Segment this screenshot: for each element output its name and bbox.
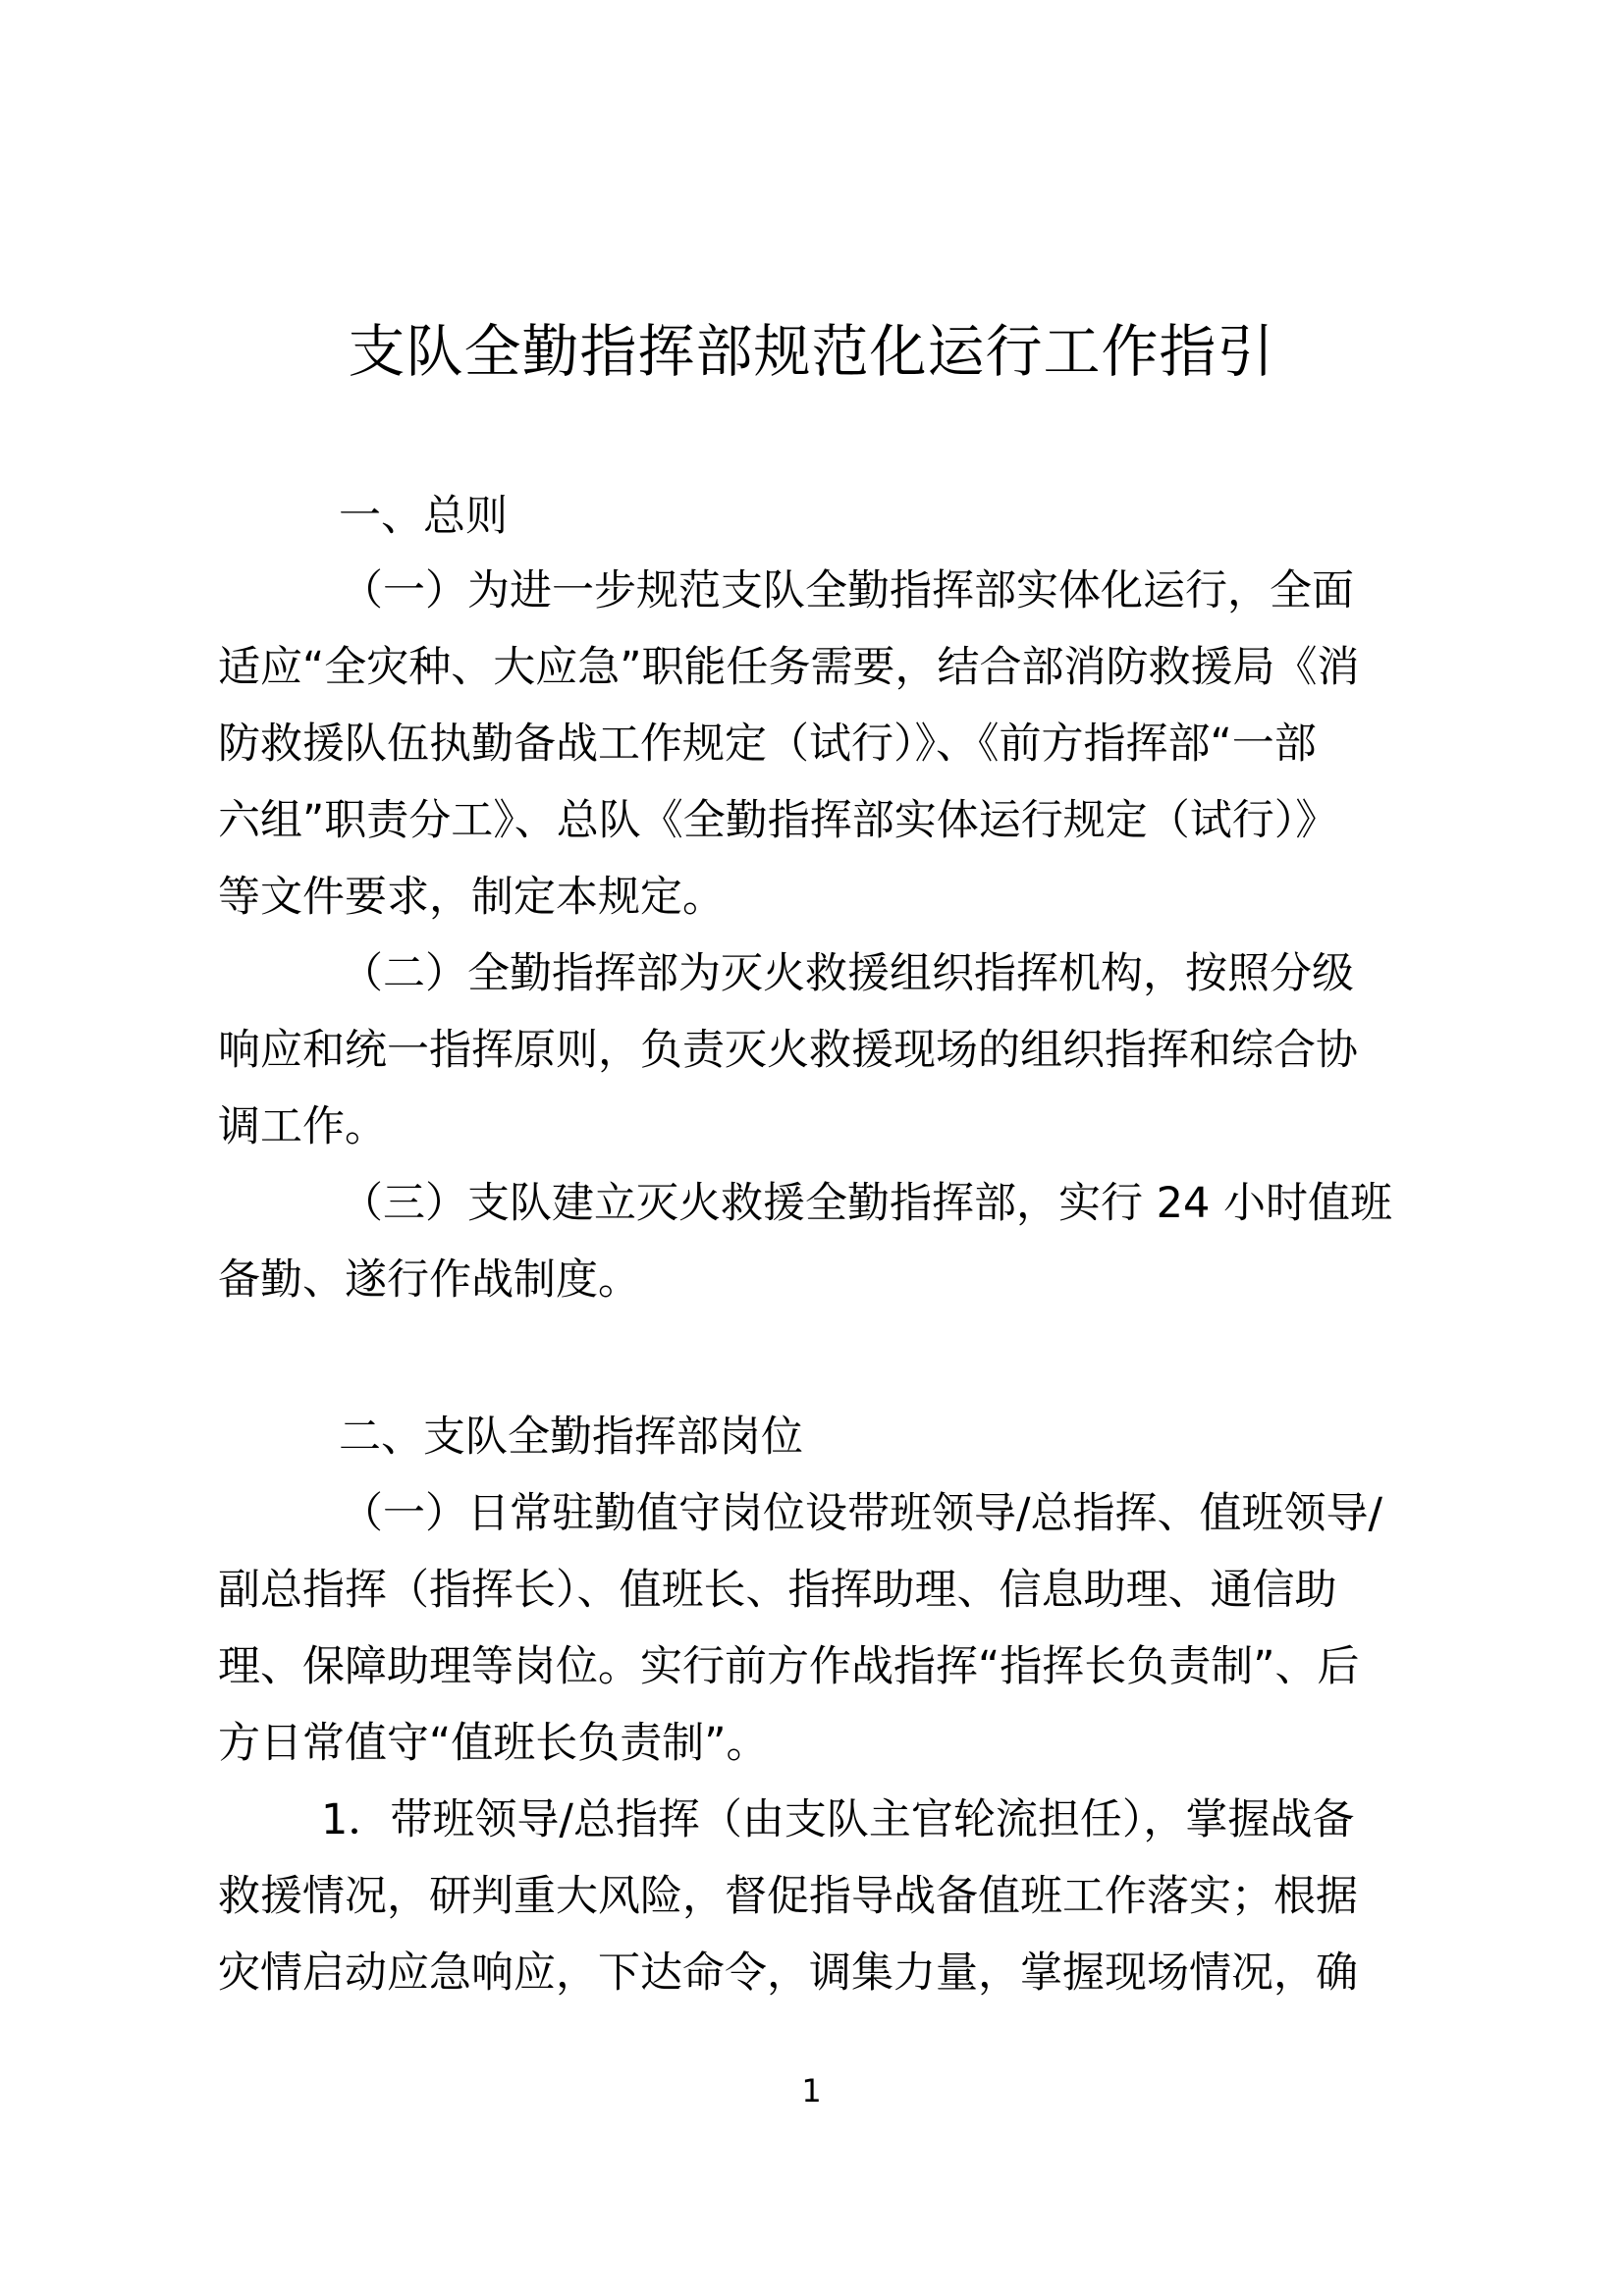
paragraph-line: 救援情况，研判重大风险，督促指导战备值班工作落实；根据 <box>218 1872 1358 1921</box>
document-title: 支队全勤指挥部规范化运行工作指引 <box>348 318 1275 385</box>
paragraph-2-2 <box>218 1782 1416 2011</box>
paragraph-line: 方日常值守“值班长负责制”。 <box>218 1719 769 1768</box>
paragraph-1-1 <box>218 553 1416 935</box>
paragraph-line: 响应和统一指挥原则，负责灭火救援现场的组织指挥和综合协 <box>218 1026 1358 1075</box>
paragraph-line: 防救援队伍执勤备战工作规定（试行）》、《前方指挥部“一部 <box>218 720 1317 769</box>
paragraph-2-1 <box>218 1475 1416 1782</box>
paragraph-line: 六组”职责分工》、总队《全勤指挥部实体运行规定（试行）》 <box>218 796 1338 845</box>
page-number: 1 <box>801 2072 822 2109</box>
paragraph-1-3 <box>218 1165 1416 1318</box>
section-heading-general: 一、总则 <box>339 492 508 541</box>
paragraph-1-2 <box>218 935 1416 1165</box>
paragraph-line: （二）全勤指挥部为灭火救援组织指挥机构，按照分级 <box>341 949 1354 998</box>
paragraph-line: 等文件要求，制定本规定。 <box>218 873 725 922</box>
paragraph-line: （一）为进一步规范支队全勤指挥部实体化运行，全面 <box>341 566 1354 615</box>
paragraph-line: （一）日常驻勤值守岗位设带班领导/总指挥、值班领导/ <box>341 1489 1382 1538</box>
paragraph-line: 1．带班领导/总指挥（由支队主官轮流担任），掌握战备 <box>321 1795 1355 1844</box>
paragraph-line: （三）支队建立灭火救援全勤指挥部，实行 24 小时值班 <box>341 1179 1393 1228</box>
paragraph-line: 备勤、遂行作战制度。 <box>218 1255 640 1305</box>
paragraph-line: 理、保障助理等岗位。实行前方作战指挥“指挥长负责制”、后 <box>218 1642 1360 1691</box>
paragraph-line: 灾情启动应急响应，下达命令，调集力量，掌握现场情况，确 <box>218 1949 1358 1998</box>
section-heading-positions: 二、支队全勤指挥部岗位 <box>339 1413 803 1462</box>
paragraph-line: 适应“全灾种、大应急”职能任务需要，结合部消防救援局《消 <box>218 643 1360 692</box>
paragraph-line: 副总指挥（指挥长）、值班长、指挥助理、信息助理、通信助 <box>218 1566 1337 1615</box>
paragraph-line: 调工作。 <box>218 1102 387 1151</box>
